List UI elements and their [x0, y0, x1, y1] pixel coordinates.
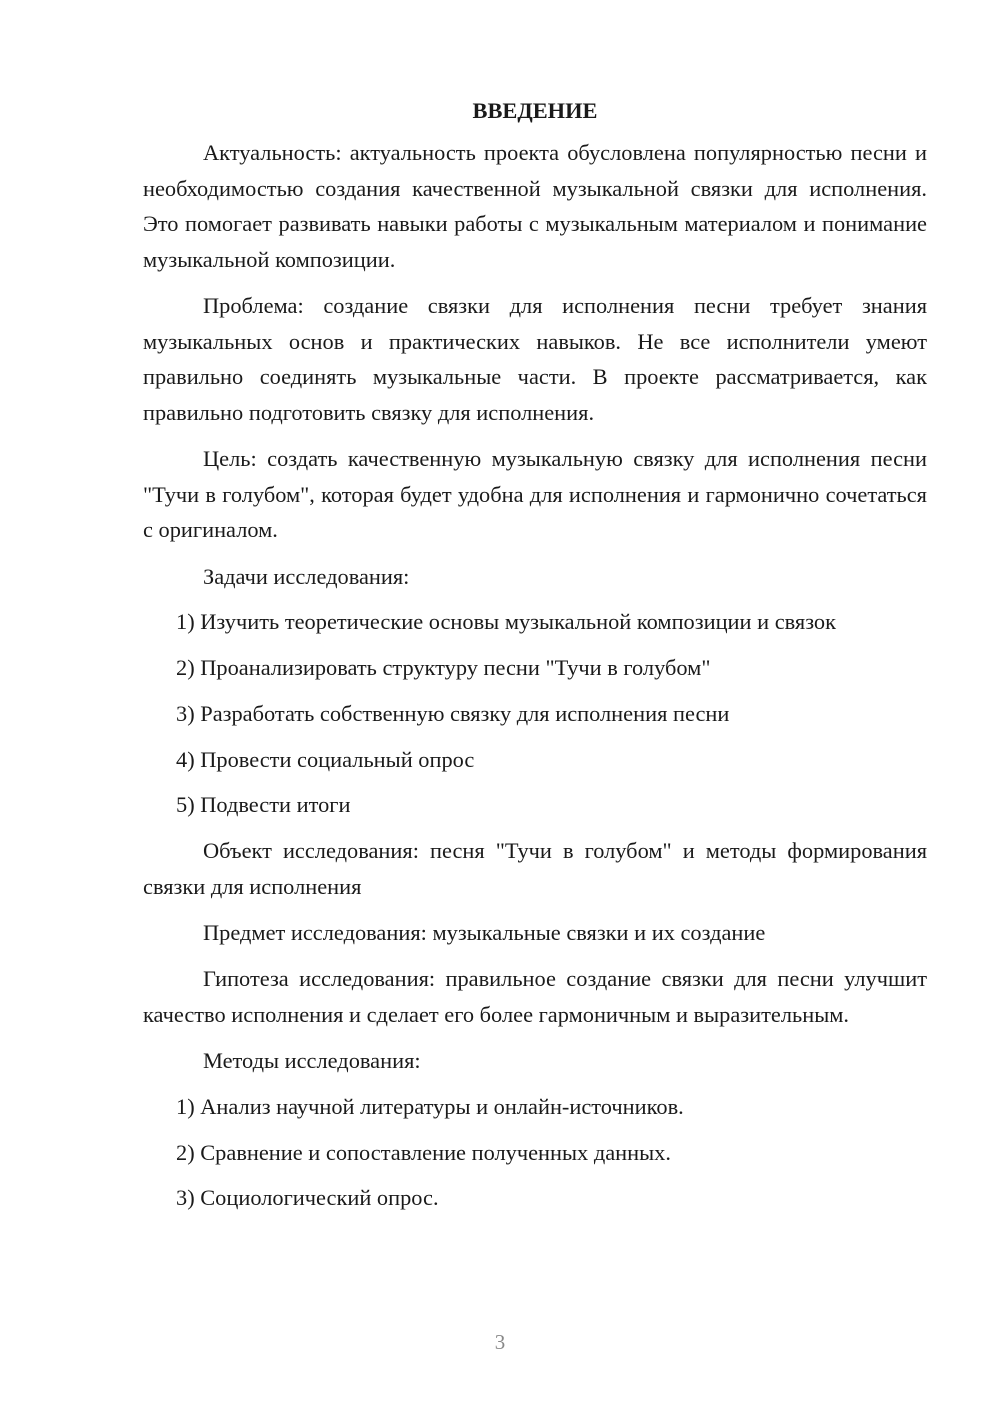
object-paragraph: Объект исследования: песня "Тучи в голубом" и методы формирования связки для исполнения	[143, 838, 927, 899]
method-item-1: 1) Анализ научной литературы и онлайн-источников.	[176, 1093, 684, 1119]
goal-paragraph: Цель: создать качественную музыкальную связку для исполнения песни "Тучи в голубом", которая будет удобна для исполнения и гармонично сочетаться с оригиналом.	[143, 446, 927, 542]
relevance-paragraph: Актуальность: актуальность проекта обусловлена популярностью песни и необходимостью создания качественной музыкальной связки для исполнения. Это помогает развивать навыки работы с музыкальным материалом и понимание музыкальной композиции.	[143, 140, 927, 272]
task-item-4: 4) Провести социальный опрос	[176, 746, 475, 772]
task-item-2: 2) Проанализировать структуру песни "Тучи в голубом"	[176, 655, 711, 681]
tasks-heading: Задачи исследования:	[203, 563, 410, 589]
task-item-5: 5) Подвести итоги	[176, 792, 351, 818]
hypothesis-paragraph: Гипотеза исследования: правильное создание связки для песни улучшит качество исполнения и сделает его более гармоничным и выразительным.	[143, 966, 927, 1027]
method-item-3: 3) Социологический опрос.	[176, 1185, 439, 1211]
task-item-3: 3) Разработать собственную связку для исполнения песни	[176, 700, 730, 726]
problem-paragraph: Проблема: создание связки для исполнения песни требует знания музыкальных основ и практических навыков. Не все исполнители умеют правильно соединять музыкальные части. В проекте рассматривается, как правильно подготовить связку для исполнения.	[143, 293, 927, 425]
task-item-1: 1) Изучить теоретические основы музыкальной композиции и связок	[176, 609, 836, 635]
methods-heading: Методы исследования:	[203, 1048, 421, 1074]
subject-paragraph: Предмет исследования: музыкальные связки и их создание	[203, 920, 766, 946]
page-title: ВВЕДЕНИЕ	[472, 98, 598, 123]
page-number: 3	[494, 1330, 506, 1354]
method-item-2: 2) Сравнение и сопоставление полученных данных.	[176, 1139, 671, 1165]
page-content	[143, 93, 927, 1226]
